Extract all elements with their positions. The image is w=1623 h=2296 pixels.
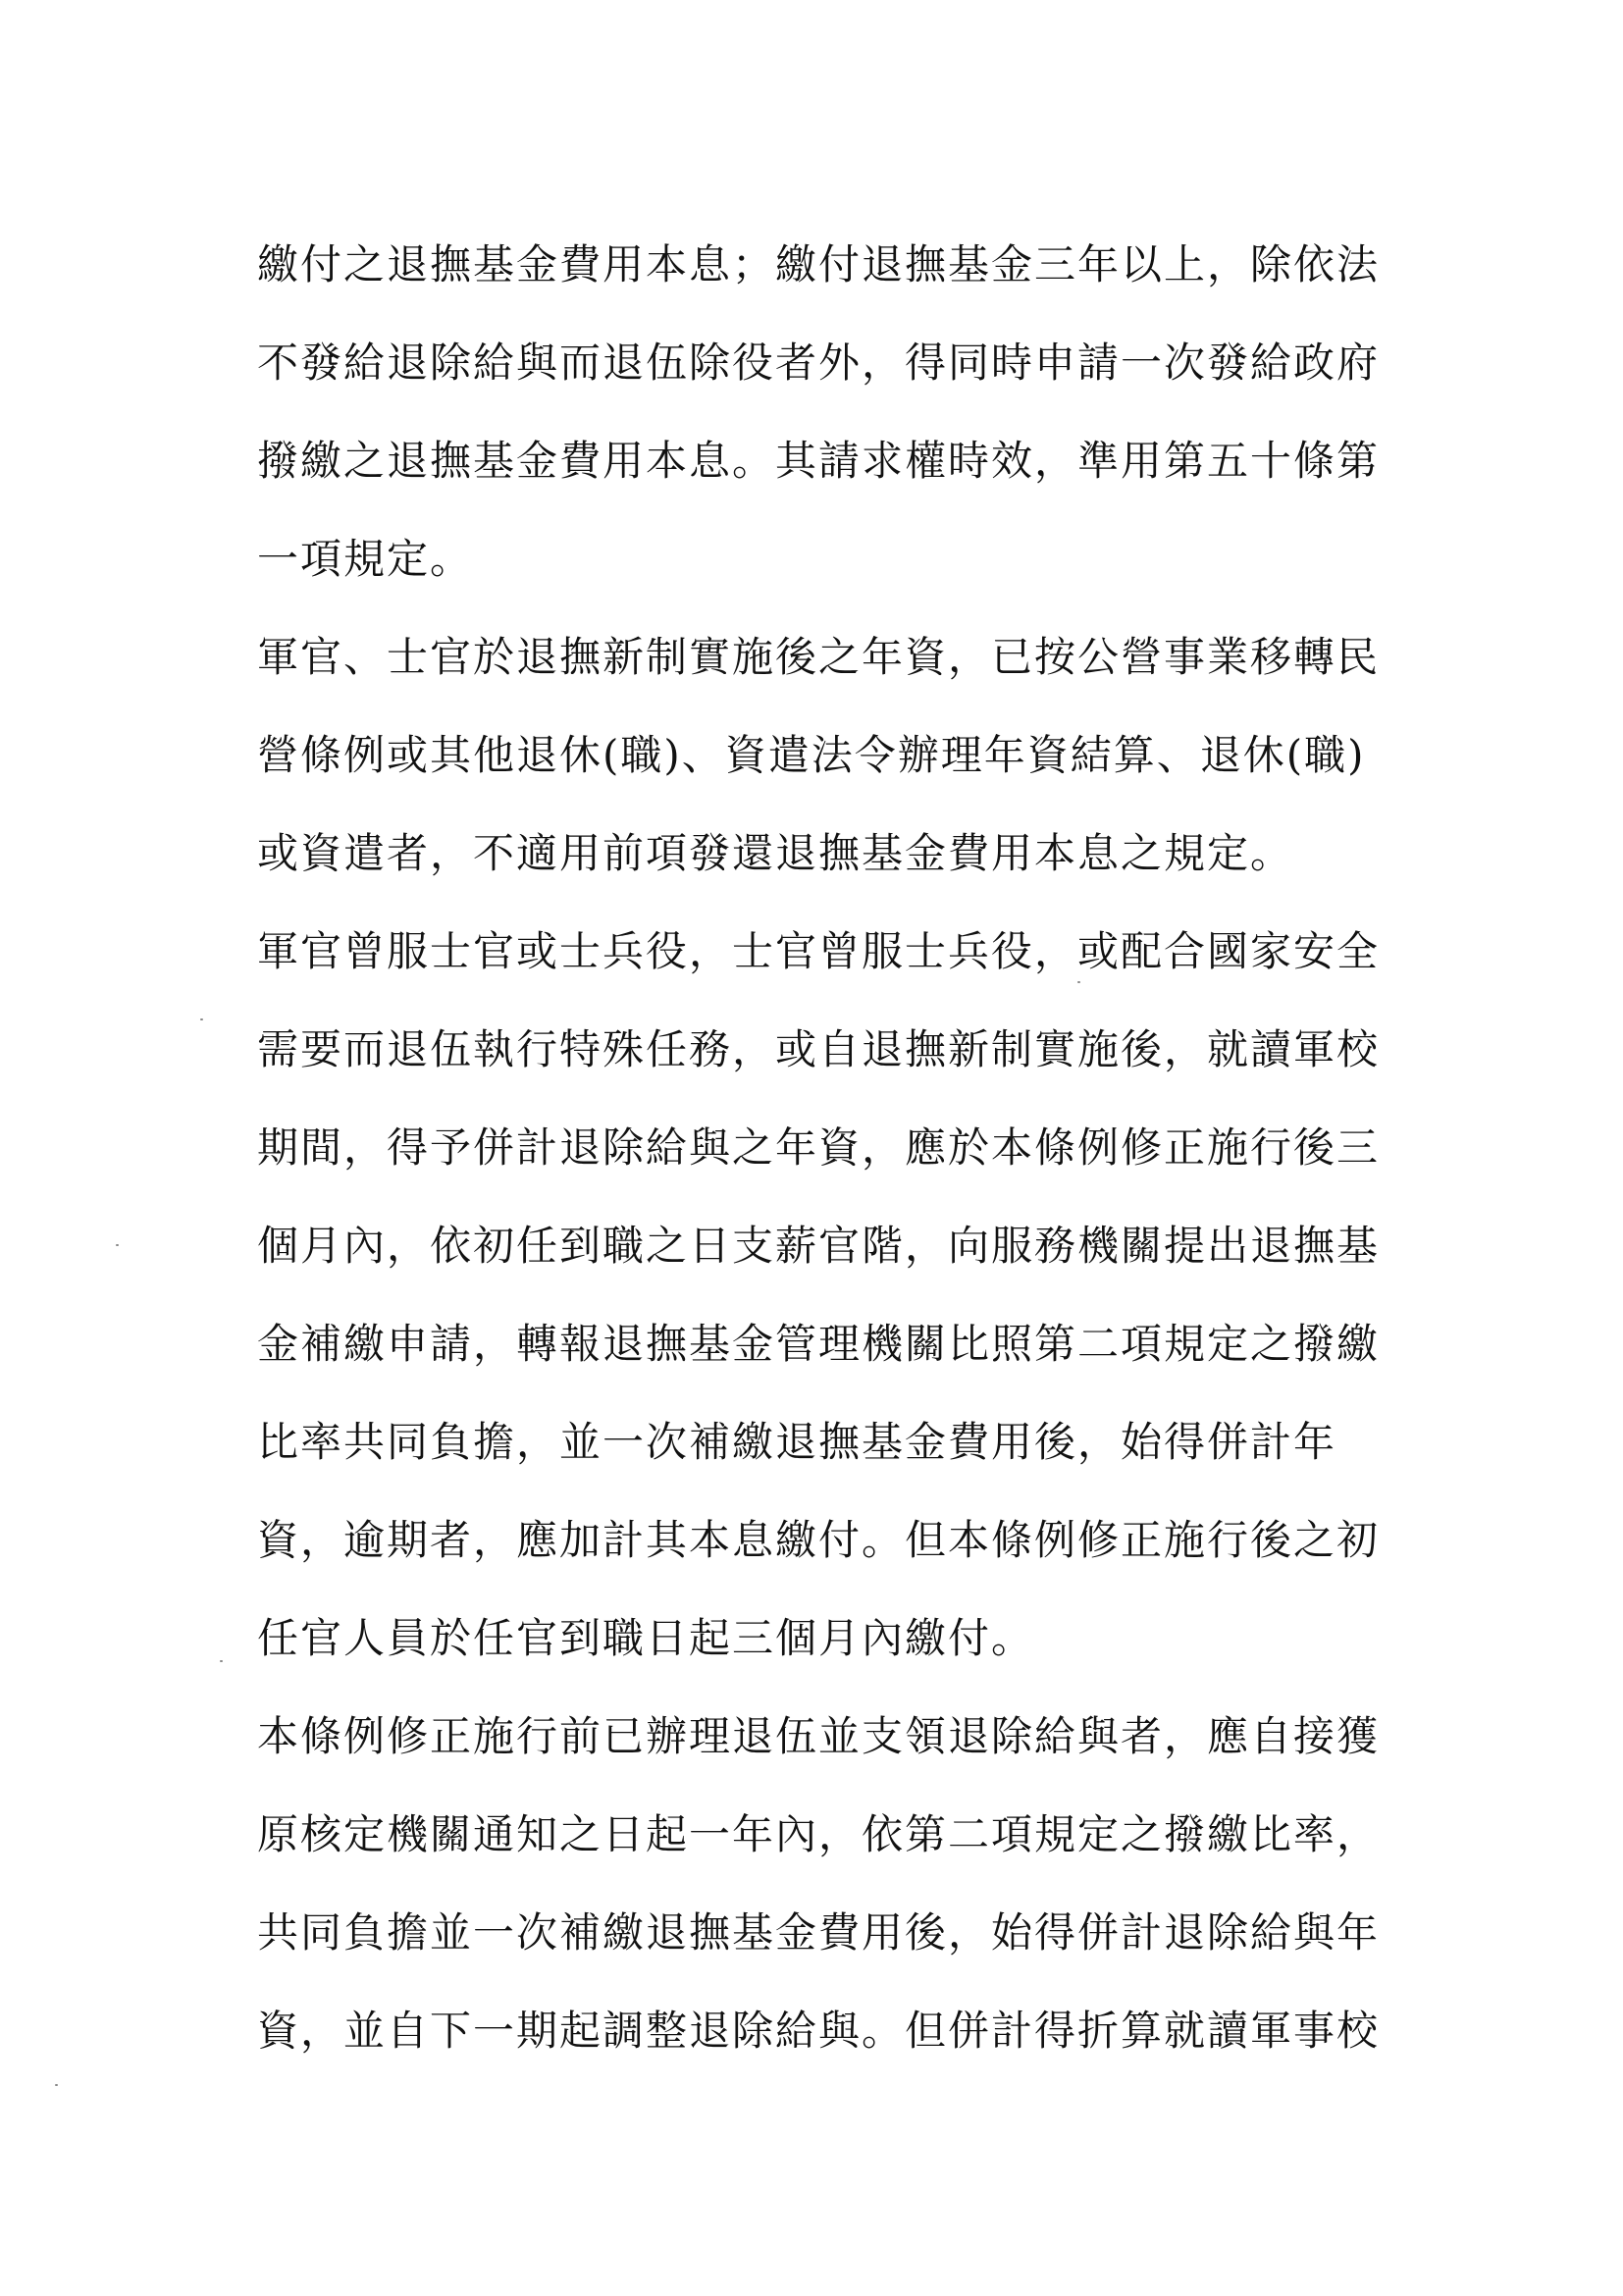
body-text <box>257 216 1395 2080</box>
text-line: 需要而退伍執行特殊任務，或自退撫新制實施後，就讀軍校 <box>257 1025 1381 1073</box>
scan-speck <box>200 1018 203 1020</box>
text-line: 共同負擔並一次補繳退撫基金費用後，始得併計退除給與年 <box>257 1908 1381 1957</box>
text-line: 個月內，依初任到職之日支薪官階，向服務機關提出退撫基 <box>257 1222 1381 1270</box>
text-line: 營條例或其他退休(職)、資遣法令辦理年資結算、退休(職) <box>257 731 1366 779</box>
text-line: 撥繳之退撫基金費用本息。其請求權時效，準用第五十條第 <box>257 437 1381 485</box>
text-line: 資，並自下一期起調整退除給與。但併計得折算就讀軍事校 <box>257 2007 1381 2055</box>
text-line: 或資遣者，不適用前項發還退撫基金費用本息之規定。 <box>257 829 1294 877</box>
text-line: 原核定機關通知之日起一年內，依第二項規定之撥繳比率， <box>257 1810 1381 1858</box>
scan-speck <box>1077 981 1080 983</box>
text-line: 任官人員於任官到職日起三個月內繳付。 <box>257 1614 1035 1662</box>
scan-speck <box>55 2084 58 2086</box>
text-line: 軍官、士官於退撫新制實施後之年資，已按公營事業移轉民 <box>257 633 1381 681</box>
text-line: 比率共同負擔，並一次補繳退撫基金費用後，始得併計年 <box>257 1418 1337 1466</box>
text-line: 不發給退除給與而退伍除役者外，得同時申請一次發給政府 <box>257 339 1381 387</box>
scan-speck <box>220 1660 223 1662</box>
text-line: 繳付之退撫基金費用本息；繳付退撫基金三年以上，除依法 <box>257 240 1381 288</box>
text-line: 資，逾期者，應加計其本息繳付。但本條例修正施行後之初 <box>257 1516 1381 1564</box>
text-line: 軍官曾服士官或士兵役，士官曾服士兵役，或配合國家安全 <box>257 927 1381 975</box>
text-line: 金補繳申請，轉報退撫基金管理機關比照第二項規定之撥繳 <box>257 1320 1381 1368</box>
text-line: 期間，得予併計退除給與之年資，應於本條例修正施行後三 <box>257 1123 1381 1172</box>
text-line: 本條例修正施行前已辦理退伍並支領退除給與者，應自接獲 <box>257 1712 1381 1760</box>
text-line: 一項規定。 <box>257 535 474 583</box>
scan-speck <box>116 1244 119 1246</box>
